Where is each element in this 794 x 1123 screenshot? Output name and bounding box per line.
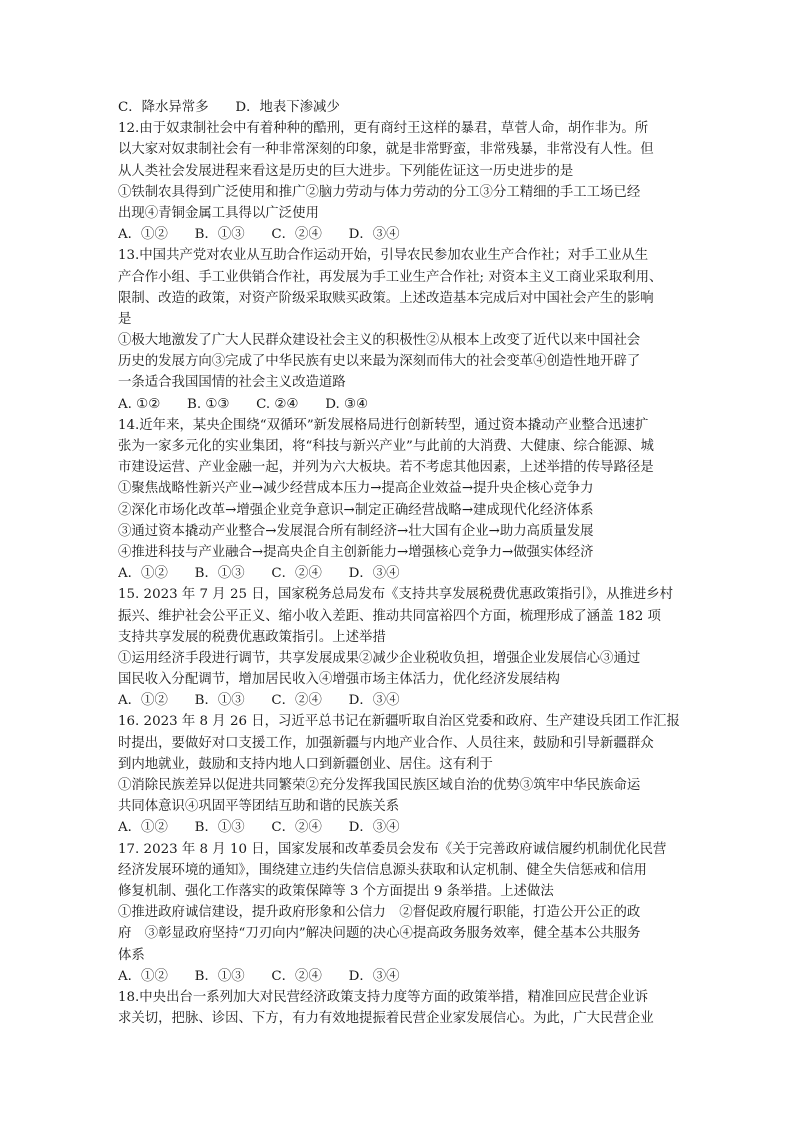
question-stem: 时提出，要做好对口支援工作，加强新疆与内地产业合作、人员往来，鼓励和引导新疆群众	[118, 735, 654, 751]
question-statements: 共同体意识④巩固平等团结互助和谐的民族关系	[118, 799, 400, 815]
question-stem: 16. 2023 年 8 月 26 日，习近平总书记在新疆听取自治区党委和政府、生产建设兵团工作汇报	[118, 714, 680, 730]
question-statements: 体系	[118, 947, 145, 963]
answer-options: A. ①② B. ①③ C. ②④ D. ③④	[118, 396, 368, 412]
question-17	[118, 839, 680, 987]
question-13	[118, 245, 680, 415]
question-stem: 14.近年来，某央企围绕“双循环”新发展格局进行创新转型，通过资本撬动产业整合迅速扩	[118, 417, 649, 433]
answer-options: A．①② B．①③ C．②④ D．③④	[118, 820, 400, 836]
question-statements: 府 ③彰显政府坚持“刀刃向内”解决问题的决心④提高政务服务效率，健全基本公共服务	[118, 926, 641, 942]
question-statements: ②深化市场化改革→增强企业竞争意识→制定正确经营战略→建成现代化经济体系	[118, 502, 594, 518]
question-statements: ①消除民族差异以促进共同繁荣②充分发挥我国民族区域自治的优势③筑牢中华民族命运	[118, 778, 641, 793]
question-stem: 15. 2023 年 7 月 25 日，国家税务总局发布《支持共享发展税费优惠政策指引》，从推进乡村	[118, 587, 674, 603]
answer-options: A．①② B．①③ C．②④ D．③④	[118, 227, 400, 243]
question-stem: 产合作小组、手工业供销合作社，再发展为手工业生产合作社; 对资本主义工商业采取利用、	[118, 269, 663, 285]
exam-page	[118, 97, 680, 1029]
question-statements: 出现④青铜金属工具得以广泛使用	[118, 205, 319, 221]
question-16	[118, 711, 680, 838]
question-statements: 一条适合我国国情的社会主义改造道路	[118, 375, 346, 391]
question-stem: 12.由于奴隶制社会中有着种种的酷刑，更有商纣王这样的暴君，草菅人命，胡作非为。所	[118, 121, 649, 137]
question-stem: 限制、改造的政策，对资产阶级采取赎买政策。上述改造基本完成后对中国社会产生的影响	[118, 290, 654, 306]
question-15	[118, 584, 680, 711]
question-stem: 支持共享发展的税费优惠政策指引。上述举措	[118, 629, 386, 645]
question-statements: ①运用经济手段进行调节，共享发展成果②减少企业税收负担，增强企业发展信心③通过	[118, 650, 641, 666]
question-12	[118, 118, 680, 245]
answer-options: A．①② B．①③ C．②④ D．③④	[118, 968, 400, 984]
question-18	[118, 987, 680, 1029]
question-stem: 振兴、维护社会公平正义、缩小收入差距、推动共同富裕四个方面，梳理形成了涵盖 182 项	[118, 608, 661, 624]
question-stem: 市建设运营、产业金融一起，并列为六大板块。若不考虑其他因素，上述举措的传导路径是	[118, 460, 654, 476]
question-11-tail	[118, 97, 680, 118]
question-statements: ③通过资本撬动产业整合→发展混合所有制经济→壮大国有企业→助力高质量发展	[118, 523, 594, 539]
question-statements: ①聚焦战略性新兴产业→减少经营成本压力→提高企业效益→提升央企核心竞争力	[118, 481, 594, 497]
answer-options: A．①② B．①③ C．②④ D．③④	[118, 566, 400, 582]
question-stem: 修复机制、强化工作落实的政策保障等 3 个方面提出 9 条举措。上述做法	[118, 883, 554, 899]
question-stem: 张为一家多元化的实业集团，将“科技与新兴产业”与此前的大消费、大健康、综合能源、城	[118, 439, 654, 454]
question-stem: 13.中国共产党对农业从互助合作运动开始，引导农民参加农业生产合作社；对手工业从生	[118, 248, 649, 264]
question-statements: ④推进科技与产业融合→提高央企自主创新能力→增强核心竞争力→做强实体经济	[118, 544, 594, 560]
question-statements: ①铁制农具得到广泛使用和推广②脑力劳动与体力劳动的分工③分工精细的手工工场已经	[118, 184, 641, 200]
question-stem: 到内地就业，鼓励和支持内地人口到新疆创业、居住。这有利于	[118, 756, 493, 772]
question-stem: 是	[118, 311, 132, 327]
text-line: C．降水异常多 D．地表下渗减少	[118, 100, 340, 115]
question-stem: 18.中央出台一系列加大对民营经济政策支持力度等方面的政策举措，精准回应民营企业诉	[118, 989, 649, 1005]
answer-options: A．①② B．①③ C．②④ D．③④	[118, 693, 400, 709]
question-stem: 17. 2023 年 8 月 10 日，国家发展和改革委员会发布《关于完善政府诚信履约机制优化民营	[118, 841, 667, 857]
question-stem: 以大家对奴隶制社会有一种非常深刻的印象，就是非常野蛮，非常残暴，非常没有人性。但	[118, 142, 654, 158]
question-statements: 历史的发展方向③完成了中华民族有史以来最为深刻而伟大的社会变革④创造性地开辟了	[118, 354, 641, 370]
question-statements: ①极大地激发了广大人民群众建设社会主义的积极性②从根本上改变了近代以来中国社会	[118, 333, 641, 349]
question-statements: ①推进政府诚信建设，提升政府形象和公信力 ②督促政府履行职能，打造公开公正的政	[118, 905, 641, 921]
question-stem: 求关切，把脉、诊因、下方，有力有效地提振着民营企业家发展信心。为此，广大民营企业	[118, 1011, 654, 1027]
question-stem: 经济发展环境的通知》，围绕建立违约失信信息源头获取和认定机制、健全失信惩戒和信用	[118, 862, 647, 878]
question-statements: 国民收入分配调节，增加居民收入④增强市场主体活力，优化经济发展结构	[118, 672, 560, 688]
question-stem: 从人类社会发展进程来看这是历史的巨大进步。下列能佐证这一历史进步的是	[118, 163, 574, 179]
question-14	[118, 415, 680, 585]
